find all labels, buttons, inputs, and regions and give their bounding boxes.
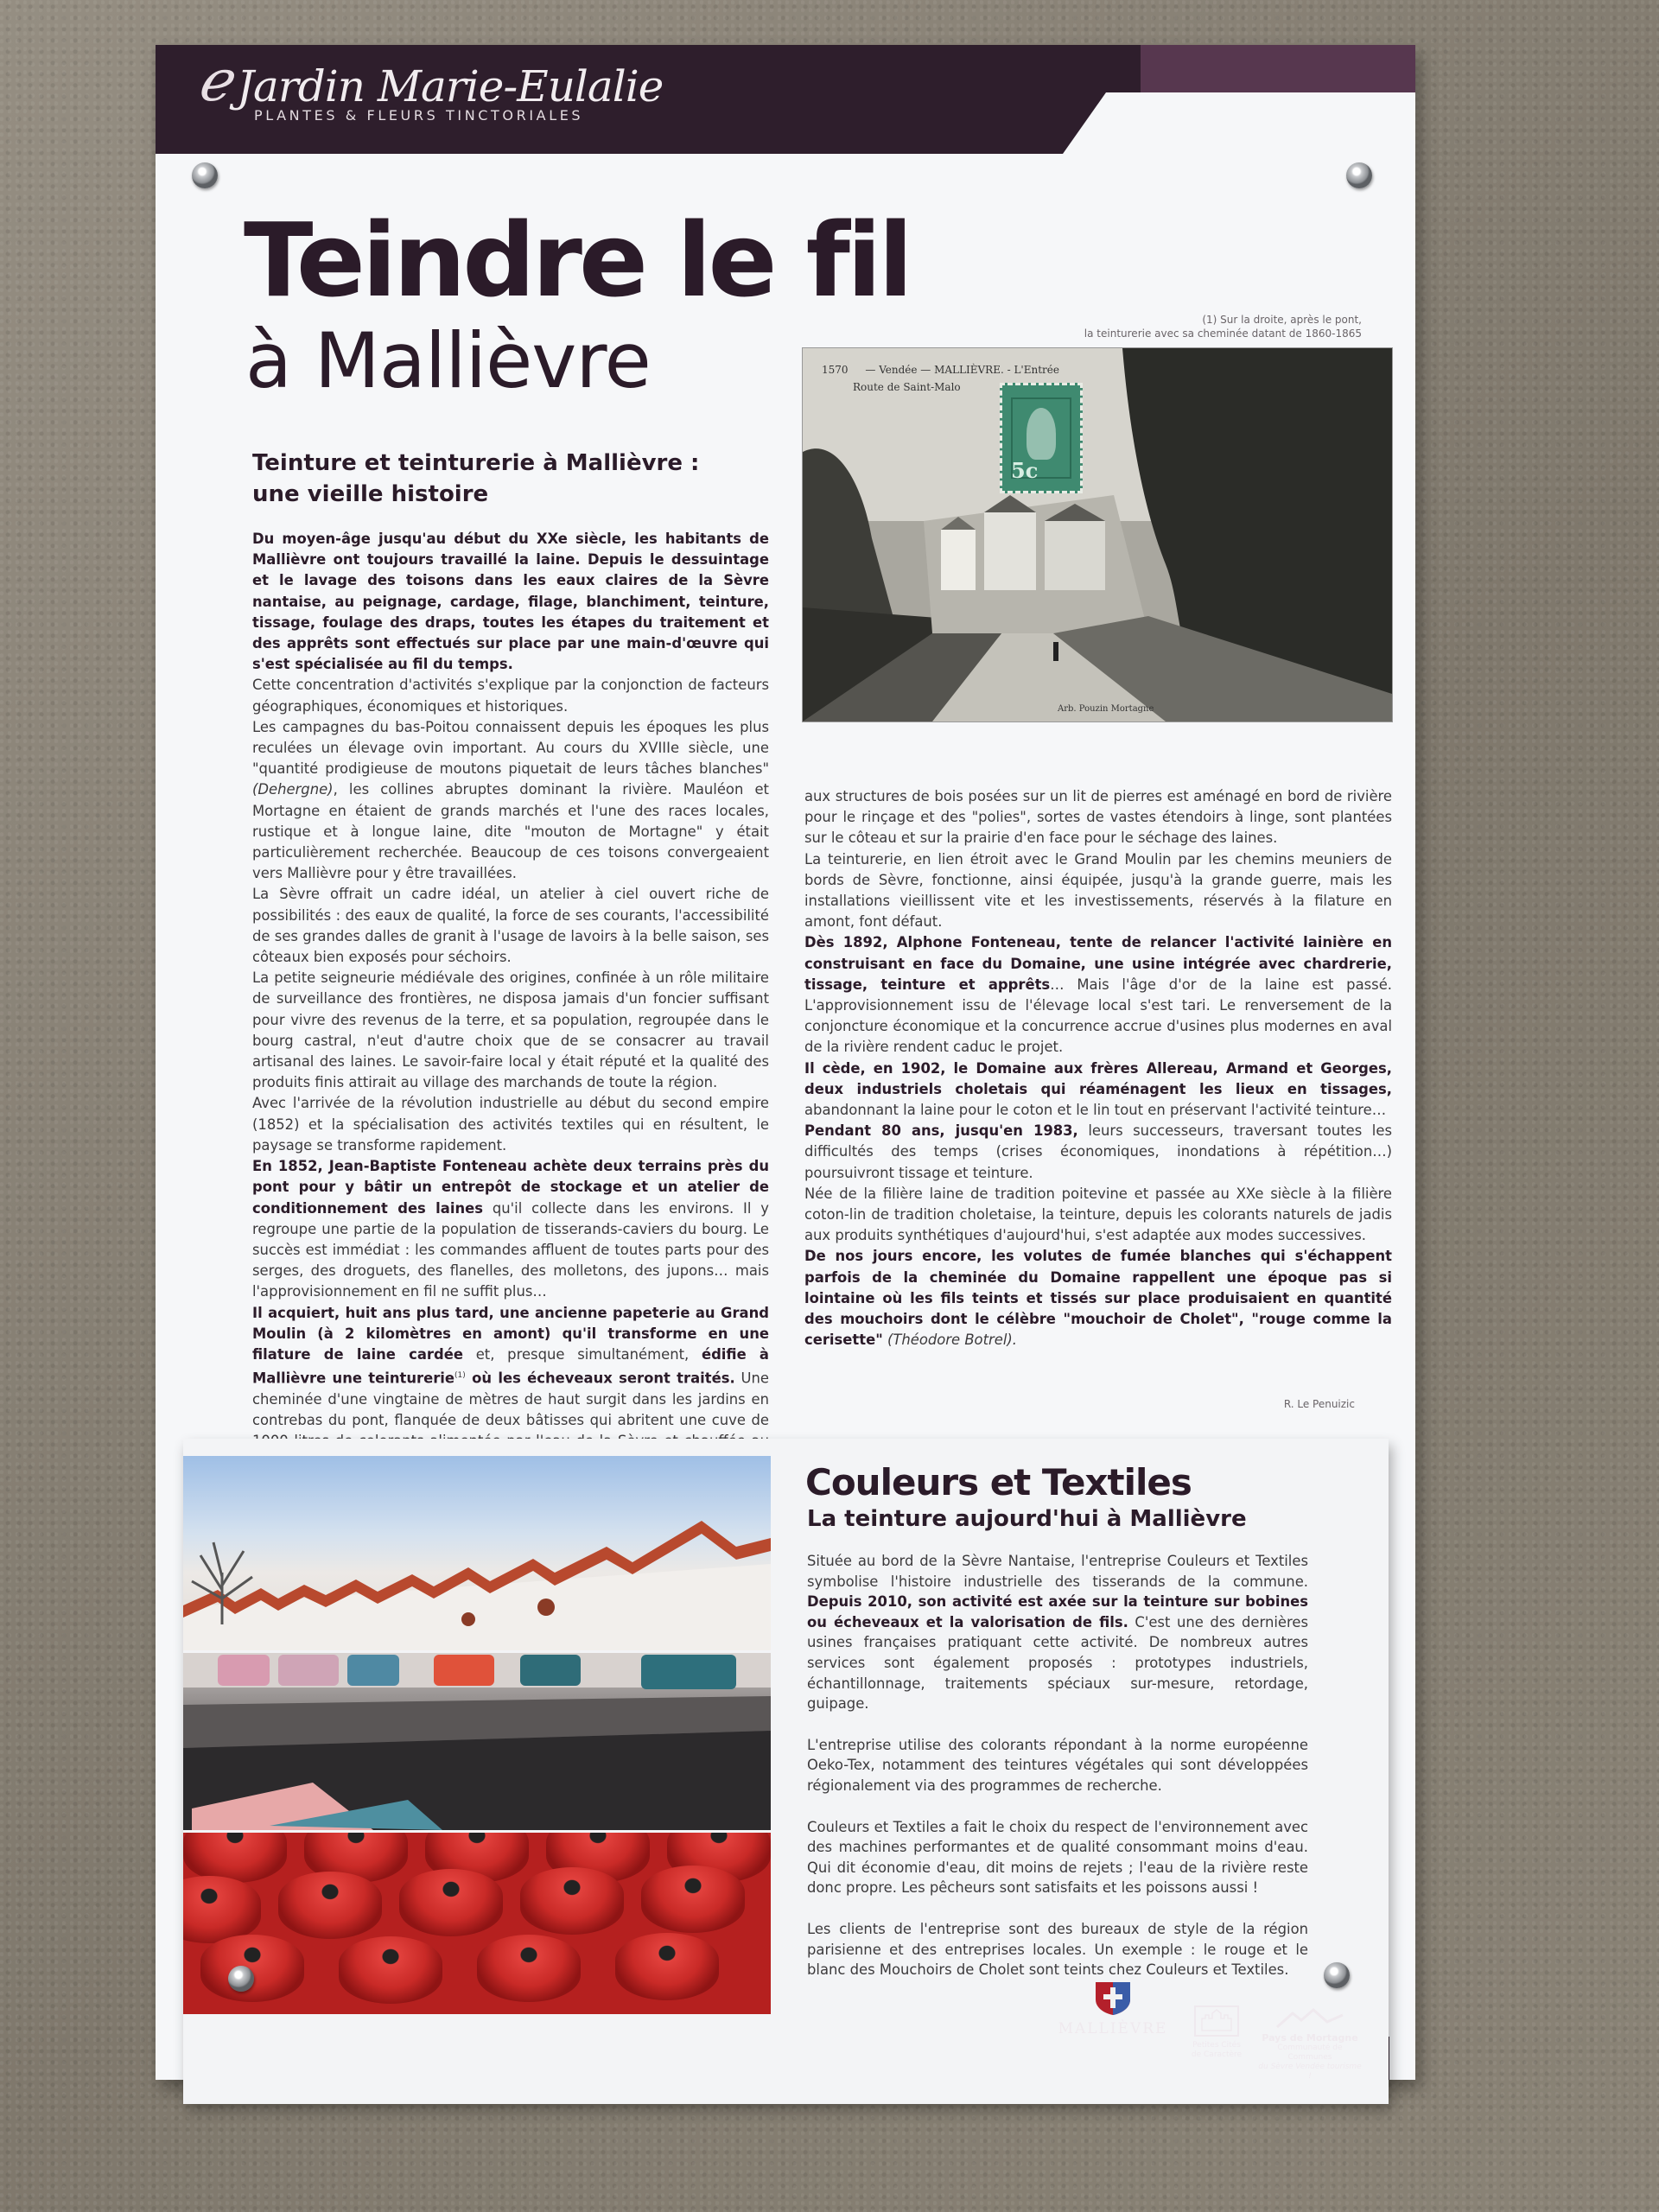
sower-figure-icon [1027,408,1056,460]
history-column-right: aux structures de bois posées sur un lit de pierres est aménagé en bord de rivière pour le rinçage et des "polies", sortes de vastes étendoirs à linge, sont plantées sur le côteau et sur la prairie d'en face pour le séchage des laines. La teinturerie, en lien étroit avec le Grand Moulin par les chemins meuniers de bords de Sèvre, fonctionne, ainsi équipée, jusqu'à la grande guerre, mais les installations vieillissent vite et les investissements, réservés à la filature en amont, font défaut. Dès 1892, Alphone Fonteneau, tente de relancer l'activité lainière en construisant en face du Domaine, une usine intégrée avec chardrerie, tissage, teinture et apprêts… Mais l'âge d'or de la laine est passé. L'approvisionnement issu de l'élevage local s'est tari. Le renversement de la conjoncture économique et la concurrence accrue d'usines plus modernes en aval de la rivière rendent caduc le projet. Il cède, en 1902, le Domaine aux frères Allereau, Armand et Georges, deux industriels choletais qui réaménagent les lieux en tissages, abandonnant la laine pour le coton et le lin tout en préservant l'activité teinture… Pendant 80 ans, jusqu'en 1983, leurs successeurs, traversant toutes les difficultés des temps (crises économiques, inondations à répétition…) poursuivront tissage et teinture. Née de la filière laine de tradition poitevine et passée au XXe siècle à la filière coton-lin de tradition choletaise, la teinture, depuis les colorants naturels de jadis aux produits synthétiques d'aujourd'hui, s'est adaptée aux modes successives. De nos jours encore, les volutes de fumée blanches qui s'échappent parfois de la cheminée du Domaine rappellent une époque pas si lointaine où les fils teints et tissés sur place produisaient en quantité des mouchoirs dont le célèbre "mouchoir de Cholet", "rouge comme la cerisette" (Théodore Botrel). [804,788,1392,1349]
postcard-publisher: Arb. Pouzin Mortagne [1058,704,1154,714]
header-accent [1141,45,1415,92]
petites-cites-logo: Petites Cités de Caractère [1191,2005,1243,2060]
spool [641,1866,745,1933]
pays-de-mortagne-logo: Pays de Mortagne Communauté de Communes du Sèvre Vendée tourisme ! [1258,2006,1362,2082]
postcard-photo [802,347,1393,722]
brand-subtitle: PLANTES & FLEURS TINCTORIALES [254,107,584,124]
textiles-text: Située au bord de la Sèvre Nantaise, l'entreprise Couleurs et Textiles symbolise l'histoire industrielle des tisserands de la commune. Depuis 2010, son activité est axée sur la teinture sur bobines ou écheveaux et la valorisation de fils. C'est une des dernières usines françaises pratiquant cette activité. De nombreux autres services sont également proposés : prototypes industriels, échantillonnage, traitements spéciaux sur-mesure, retordage, guipage. L'entreprise utilise des colorants répondant à la norme européenne Oeko-Tex, notamment des teintures végétales qui sont développées régionalement via des programmes de recherche. Couleurs et Textiles a fait le choix du respect de l'environnement avec des machines performantes et de qualité consommant moins d'eau. Qui dit économie d'eau, dit moins de rejets ; l'eau de la rivière reste donc propre. Les pêcheurs sont satisfaits et les poissons aussi ! Les clients de l'entreprise sont des bureaux de style de la région parisienne et des entreprises locales. Un exemple : le rouge et le blanc des Mouchoirs de Cholet sont teints chez Couleurs et Textiles. [807,1553,1308,1979]
rooftops-icon [1275,2006,1344,2029]
spool [183,1833,287,1883]
bare-tree [183,1538,261,1624]
screw-icon [1324,1962,1350,1988]
spool [477,1935,581,2002]
postage-stamp [1000,383,1083,493]
textiles-photos [183,1456,771,2018]
spool [615,1933,719,2000]
section-heading: Teinture et teinturerie à Mallièvre : une vieille histoire [252,450,700,507]
factory-roofs-photo [183,1456,771,1650]
spool [200,1935,304,2002]
postcard-scene [803,348,1392,721]
coat-of-arms-icon [1087,1979,1139,2017]
screw-icon [192,162,218,188]
textiles-subtitle: La teinture aujourd'hui à Mallièvre [807,1506,1247,1532]
history-column-left: Du moyen-âge jusqu'au début du XXe siècle, les habitants de Mallièvre ont toujours travaillé la laine. Depuis le dessuintage et le lavage des toisons dans les eaux claires de la Sèvre nantaise, au peignage, cardage, filage, blanchiment, teinture, tissage, foulage des draps, toutes les étapes du traitement et des apprêts sont effectués sur place par une main-d'œuvre qui s'est spécialisée au fil du temps. Cette concentration d'activités s'explique par la conjonction de facteurs géographiques, économiques et historiques. Les campagnes du bas-Poitou connaissent depuis les époques les plus reculées un élevage ovin important. Au cours du XVIIIe siècle, une "quantité prodigieuse de moutons piquetait de leurs tâches blanches" (Dehergne), les collines abruptes dominant la rivière. Mauléon et Mortagne en étaient de grands marchés et l'une des races locales, rustique et à longue laine, dite "mouton de Mortagne" y était particulièrement recherchée. Beaucoup de ces toisons convergeaient vers Mallièvre pour y être travaillées. La Sèvre offrait un cadre idéal, un atelier à ciel ouvert riche de possibilités : des eaux de qualité, la force de ses courants, l'accessibilité de ses grandes dalles de granit à l'usage de lavoirs à la belle saison, ses côteaux bien exposés pour séchoirs. La petite seigneurie médiévale des origines, confinée à un rôle militaire de surveillance des frontières, ne disposa jamais d'un foncier suffisant pour vivre des revenus de la terre, et sa population, regroupée dans le bourg castral, n'eut d'autre choix que de se consacrer au travail artisanal des laines. Le savoir-faire local y était réputé et la qualité des produits finis attirait au village des marchands de toute la région. Avec l'arrivée de la révolution industrielle au début du second empire (1852) et la spécialisation des activités textiles qui en résultent, le paysage se transforme rapidement. En 1852, Jean-Baptiste Fonteneau achète deux terrains près du pont pour y bâtir un entrepôt de stockage et un atelier de conditionnement des laines qu'il collecte dans les environs. Il y regroupe une partie de la population de tisserands-caviers du bourg. Le succès est immédiat : les commandes affluent de toutes parts pour des serges, des droguets, des flanelles, des molletons, des jupons… mais l'approvisionnement en fil ne suffit plus… Il acquiert, huit ans plus tard, une ancienne papeterie au Grand Moulin (à 2 kilomètres en amont) qu'il transforme en une filature de laine cardée et, presque simultanément, édifie à Mallièvre une teinturerie$^{(1)}$ où les écheveaux seront traités. Une cheminée d'une vingtaine de mètres de haut surgit dans les jardins en contrebas du pont, flanquée de deux bâtisses qui abritent une cuve de [252,531,769,1428]
textiles-title: Couleurs et Textiles [805,1461,1192,1503]
brand-name: Jardin Marie-Eulalie [237,61,664,111]
postcard-number: 1570 [822,364,849,376]
page-title: Teindre le fil [244,200,910,320]
spool [399,1869,503,1936]
red-spools-photo [183,1833,771,2014]
brand-monogram-icon: ℯ [197,48,231,114]
brand-logo [197,48,664,124]
page-subtitle: à Mallièvre [245,316,651,405]
castle-icon [1193,2005,1240,2037]
postcard-title: — Vendée — MALLIÈVRE. - L'Entrée [865,364,1059,376]
photo-caption: (1) Sur la droite, après le pont, la teinturerie avec sa cheminée datant de 1860-1865 [1084,314,1362,340]
postcard-subtitle: Route de Saint-Malo [853,381,961,393]
spool [339,1936,442,2004]
screw-icon [1346,162,1372,188]
spool [183,1876,261,1943]
screw-icon [228,1966,254,1992]
spool [520,1867,624,1935]
author-signature: R. Le Penuizic [1283,1398,1355,1410]
dyeing-machine-photo [183,1653,771,1830]
stamp-value: 5c [1011,458,1039,483]
mallievre-logo: MALLIÈVRE [1052,1979,1173,2037]
spool [278,1872,382,1939]
